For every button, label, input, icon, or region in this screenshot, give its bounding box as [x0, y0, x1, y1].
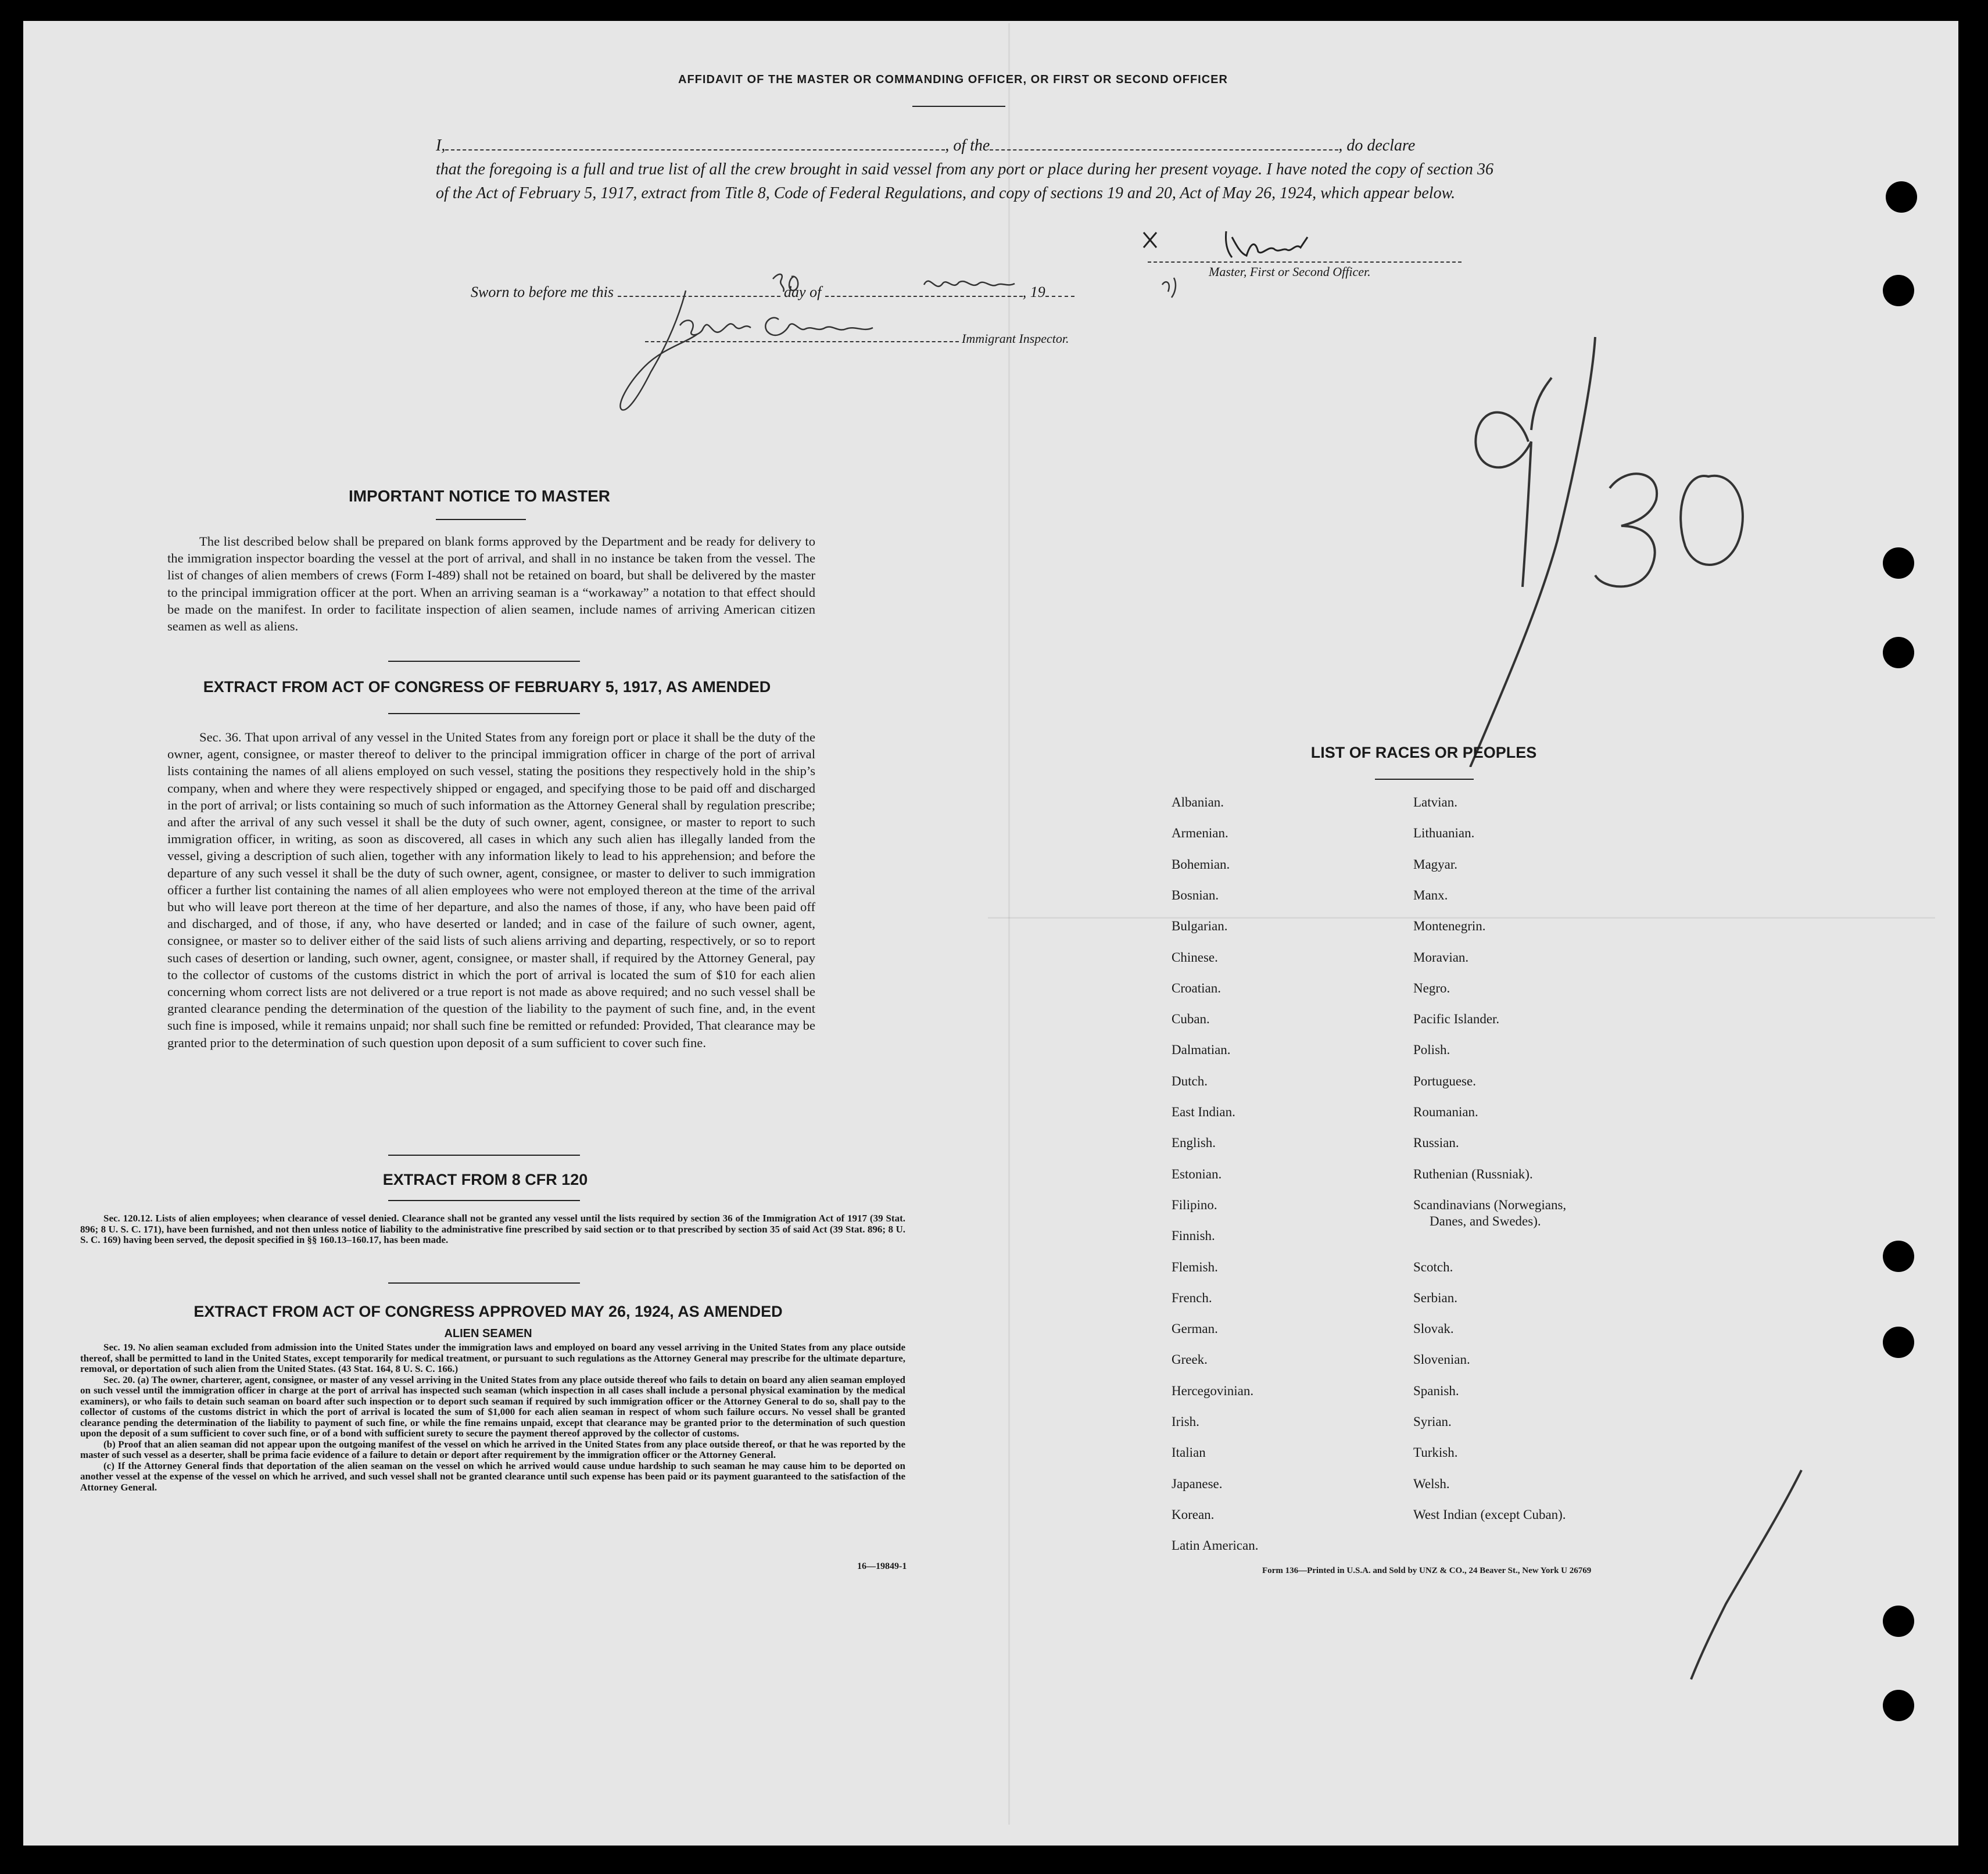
race-item: Flemish. — [1172, 1259, 1218, 1274]
punch-hole — [1883, 1327, 1914, 1358]
extract-1924-subtitle: ALIEN SEAMEN — [444, 1327, 532, 1340]
punch-hole — [1886, 181, 1917, 213]
race-item: Italian — [1172, 1445, 1206, 1460]
race-item: Slovak. — [1413, 1321, 1454, 1336]
race-item: Serbian. — [1413, 1290, 1458, 1305]
race-item: Estonian. — [1172, 1166, 1222, 1181]
declare-line — [436, 134, 1493, 157]
race-item: Moravian. — [1413, 949, 1469, 965]
race-item: Ruthenian (Russniak). — [1413, 1166, 1533, 1181]
race-item: Scandinavians (Norwegians, — [1413, 1197, 1567, 1212]
races-title: LIST OF RACES OR PEOPLES — [1310, 744, 1537, 761]
race-item: Armenian. — [1172, 826, 1228, 841]
master-label: Master, First or Second Officer. — [1209, 264, 1371, 279]
day-of-label: day of — [784, 284, 822, 300]
punch-hole — [1883, 1690, 1914, 1721]
notice-text: The list described below shall be prepared on blank forms approved by the Department and be ready for delivery to the immigration inspector boarding the vessel at the port of arrival, and shall in no instance be taken from the vessel. The list of changes of alien members of crews (Form I-489) shall not be retained on board, but shall be delivered by the master to the principal immigration officer at the port. When an arriving seaman is a “workaway” a notation to that effect should be made on the manifest. In order to facilitate inspection of alien seamen, include names of arriving American citizen seamen as well as aliens. — [167, 534, 815, 634]
divider — [388, 661, 580, 662]
race-item: Bulgarian. — [1172, 919, 1228, 934]
race-item: East Indian. — [1172, 1105, 1235, 1119]
punch-hole — [1883, 1241, 1914, 1272]
race-item: Albanian. — [1172, 795, 1224, 809]
race-item: Dalmatian. — [1172, 1042, 1231, 1058]
race-item: German. — [1172, 1321, 1218, 1336]
notice-title: IMPORTANT NOTICE TO MASTER — [348, 487, 611, 505]
race-item: Spanish. — [1413, 1383, 1459, 1398]
race-item: Danes, and Swedes). — [1430, 1213, 1541, 1228]
inspector-label: Immigrant Inspector. — [962, 331, 1069, 346]
punch-hole — [1883, 547, 1914, 579]
divider — [388, 1200, 580, 1201]
race-item: Hercegovinian. — [1172, 1383, 1254, 1398]
punch-hole — [1883, 637, 1914, 668]
race-item: English. — [1172, 1135, 1216, 1151]
extract-1924-title: EXTRACT FROM ACT OF CONGRESS APPROVED MAY 26, 1924, AS AMENDED — [194, 1303, 783, 1320]
declare-do-declare: , do declare — [1338, 137, 1416, 155]
race-item: Croatian. — [1172, 980, 1221, 995]
race-item: Cuban. — [1172, 1012, 1210, 1027]
sec-20c-paragraph: (c) If the Attorney General finds that deportation of the alien seaman on the vessel on which he arrived would cause undue hardship to such seaman he may cause him to be deported on another vessel at the expense of the vessel on which he arrived, and such vessel shall not be granted clearance until such expense has been paid or its payment guaranteed to the satisfaction of the Attorney General. — [80, 1460, 905, 1493]
race-item: Roumanian. — [1413, 1105, 1478, 1119]
sworn-prefix: Sworn to before me this — [471, 284, 614, 300]
race-item: Finnish. — [1172, 1228, 1215, 1244]
race-item: Magyar. — [1413, 857, 1458, 872]
declaration-body: that the foregoing is a full and true list of all the crew brought in said vessel from any port or place during her present voyage. I have noted the copy of section 36 of the Act of February 5, 1917, extract from Title 8, Code of Federal Regulations, and copy of sections 19 and 20, Act of May 26, 1924, which appear below. — [436, 160, 1493, 202]
race-item: Montenegrin. — [1413, 919, 1486, 934]
extract-cfr-title: EXTRACT FROM 8 CFR 120 — [382, 1171, 588, 1188]
race-item: Pacific Islander. — [1413, 1012, 1500, 1027]
race-item: Welsh. — [1413, 1476, 1450, 1491]
sec-20b-paragraph: (b) Proof that an alien seaman did not appear upon the outgoing manifest of the vessel on which he arrived in the United States from any place outside thereof, or that he was reported by the master of such vessel as a deserter, shall be prima facie evidence of a failure to detain or deport after requirement by the immigration officer or the Attorney General. — [80, 1438, 905, 1460]
race-item: Polish. — [1413, 1042, 1450, 1058]
notice-underline — [436, 519, 526, 520]
year-prefix: , 19 — [1022, 284, 1045, 300]
race-item: Japanese. — [1172, 1476, 1223, 1491]
handwritten-stroke — [1674, 1464, 1836, 1685]
race-item: Lithuanian. — [1413, 826, 1475, 841]
form-code: 16—19849-1 — [857, 1561, 907, 1571]
race-item: Turkish. — [1413, 1445, 1458, 1460]
vessel-blank[interactable] — [990, 138, 1338, 151]
divider — [388, 713, 580, 714]
race-item: Scotch. — [1413, 1259, 1453, 1274]
sec-20a-paragraph: Sec. 20. (a) The owner, charterer, agent, consignee, or master of any vessel arriving in the United States from any place outside thereof who fails to detain on board any alien seaman employed on such vessel until the immigration officer in charge at the port of arrival has inspected such seaman (which inspection in all cases shall include a personal physical examination by the medical examiners), or who fails to detain such seaman on board after such inspection or to deport such seaman if required by such immigration officer or the Attorney General to do so, shall pay to the collector of customs of the customs district in which the port of arrival is located the sum of $1,000 for each alien seaman in respect of whom such failure occurs. No vessel shall be granted clearance pending the determination of the liability to payment of such fine, or while the fine remains unpaid, except that clearance may be granted prior to the determination of such question upon the deposit of a sum sufficient to cover such fine, or of a bond with sufficient surety to secure the payment thereof approved by the collector of customs. — [80, 1374, 905, 1439]
races-underline — [1375, 779, 1474, 780]
divider — [388, 1282, 580, 1284]
divider — [388, 1155, 580, 1156]
extract-1917-title: EXTRACT FROM ACT OF CONGRESS OF FEBRUARY 5, 1917, AS AMENDED — [203, 678, 771, 696]
affidavit-declaration — [436, 134, 1493, 205]
handwritten-date-mark — [1383, 325, 1836, 767]
race-item: Latvian. — [1413, 795, 1457, 809]
race-item: Filipino. — [1172, 1197, 1217, 1212]
declare-of-the: , of the — [945, 137, 990, 155]
title-underline — [912, 106, 1005, 107]
cfr-paragraph: Sec. 120.12. Lists of alien employees; when clearance of vessel denied. Clearance shall not be granted any vessel until the lists required by section 36 of the Immigration Act of 1917 (39 Stat. 896; 8 U. S. C. 171), have been furnished, and not then unless notice of liability to the administrative fine prescribed by said section or to that prescribed by section 35 of said Act (39 Stat. 896; 8 U. S. C. 169) having been served, the deposit specified in §§ 160.13–160.17, has been made. — [80, 1213, 905, 1245]
race-item: Slovenian. — [1413, 1352, 1470, 1367]
race-item: Chinese. — [1172, 949, 1218, 965]
race-item: French. — [1172, 1290, 1212, 1305]
race-item: Portuguese. — [1413, 1073, 1476, 1088]
sec-19-paragraph: Sec. 19. No alien seaman excluded from admission into the United States under the immigration laws and employed on board any vessel arriving in the United States from any place outside thereof, shall be permitted to land in the United States, except temporarily for medical treatment, or pursuant to such regulations as the Attorney General may prescribe for the ultimate departure, removal, or deportation of such alien from the United States. (43 Stat. 164, 8 U. S. C. 166.) — [80, 1342, 905, 1374]
race-item: Greek. — [1172, 1352, 1208, 1367]
name-blank[interactable] — [445, 138, 945, 151]
declare-i: I, — [436, 137, 446, 155]
inspector-signature — [604, 279, 941, 418]
race-item: Negro. — [1413, 980, 1450, 995]
race-item: West Indian (except Cuban). — [1413, 1507, 1566, 1522]
race-item: Latin American. — [1172, 1538, 1259, 1553]
race-item: Manx. — [1413, 887, 1448, 902]
extract-1924-text — [80, 1342, 905, 1493]
punch-hole — [1883, 275, 1914, 306]
punch-hole — [1883, 1606, 1914, 1637]
race-item: Korean. — [1172, 1507, 1215, 1522]
race-item: Irish. — [1172, 1414, 1199, 1429]
race-item: Bosnian. — [1172, 887, 1219, 902]
extract-cfr-text — [80, 1213, 905, 1246]
race-item: Russian. — [1413, 1135, 1459, 1151]
race-item: Syrian. — [1413, 1414, 1452, 1429]
race-item: Dutch. — [1172, 1073, 1208, 1088]
affidavit-title: AFFIDAVIT OF THE MASTER OR COMMANDING OFFICER, OR FIRST OR SECOND OFFICER — [678, 73, 1228, 86]
printer-line: Form 136—Printed in U.S.A. and Sold by UNZ & CO., 24 Beaver St., New York U 26769 — [1262, 1566, 1592, 1575]
extract-1917-text: Sec. 36. That upon arrival of any vessel in the United States from any foreign port or place it shall be the duty of the owner, agent, consignee, or master thereof to deliver to the principal immigration officer in charge of the port of arrival lists containing the names of all aliens employed on such vessel, stating the positions they respectively hold in the ship’s company, when and where they were respectively shipped or engaged, and specifying those to be paid off and discharged in the port of arrival; or lists containing so much of such information as the Attorney General shall by regulation prescribe; and after the arrival of any such vessel it shall be the duty of such owner, agent, consignee, or master to report to such immigration officer, in writing, as soon as discovered, all cases in which any such alien has illegally landed from the vessel, giving a description of such alien, together with any information likely to lead to his apprehension; and before the departure of any such vessel it shall be the duty of such owner, agent, consignee, or master to deliver to such immigration officer a further list containing the names of all alien employees who were not employed thereon at the time of the arrival but who will leave port thereon at the time of her departure, and also the names of those, if any, who have been paid off and discharged, and of those, if any, who have deserted or landed; and in case of the failure of such owner, agent, consignee, or master so to deliver either of the said lists of such aliens arriving and departing, respectively, or so to report such cases of desertion or landing, such owner, agent, consignee, or master shall, if required by the Attorney General, pay to the collector of customs of the customs district in which the port of arrival is located the sum of $10 for each alien concerning whom correct lists are not delivered or a true report is not made as above required; and no such vessel shall be granted clearance pending the determination of the question of the liability to the payment of such fine, and, in the event such fine is imposed, while it remains unpaid; nor shall such fine be remitted or refunded: Provided, That clearance may be granted prior to the determination of such question upon deposit of a sum sufficient to cover such fine. — [167, 730, 815, 1050]
race-item: Bohemian. — [1172, 857, 1230, 872]
